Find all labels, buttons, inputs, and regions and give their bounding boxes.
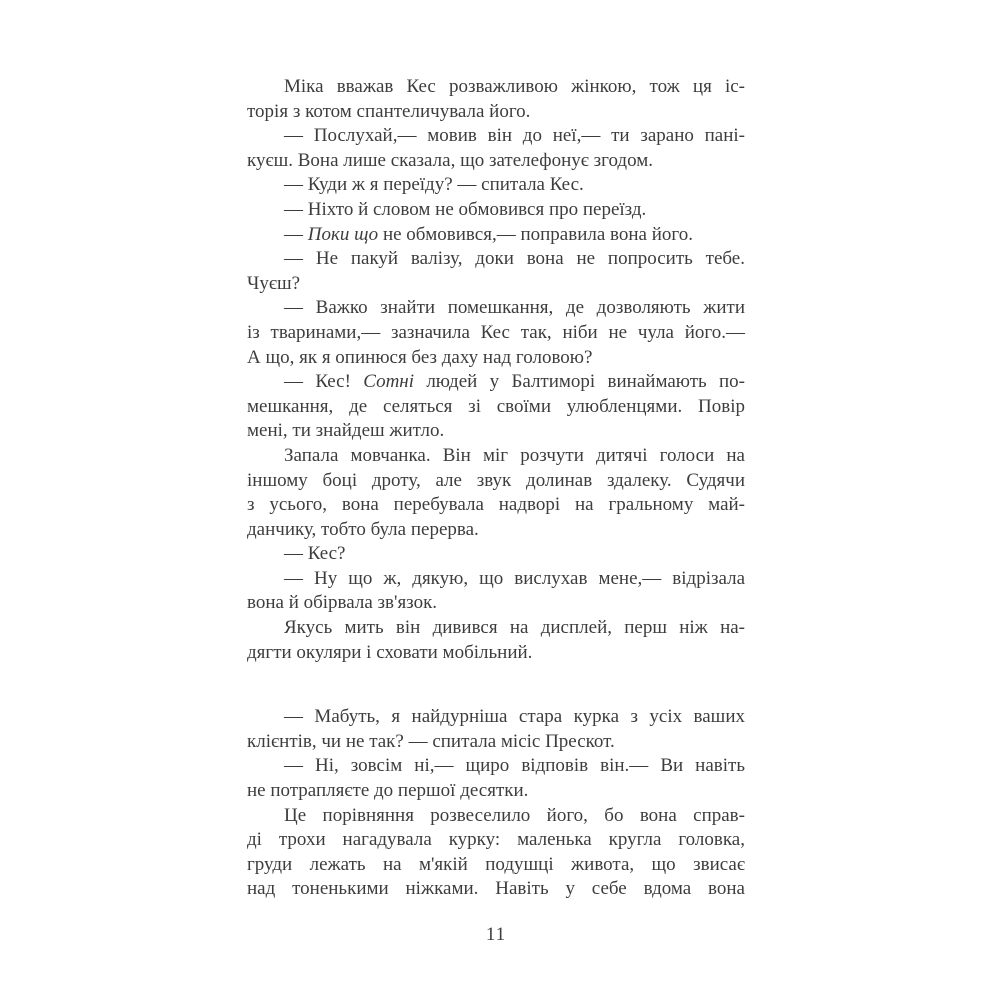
text-line: із тваринами,— зазначила Кес так, ніби не чула його.— [247, 321, 745, 343]
text-line: — Мабуть, я найдурніша стара курка з усіх ваших [284, 706, 745, 728]
text-line: — Поки що не обмовився,— поправила вона його. [284, 223, 693, 245]
text-line: торія з котом спантеличувала його. [247, 100, 531, 122]
text-line: з усього, вона перебувала надворі на гральному май- [247, 494, 745, 516]
text-line: Це порівняння розвеселило його, бо вона справ- [284, 804, 745, 826]
italic-phrase: Поки що [307, 223, 379, 245]
text-line: данчику, тобто була перерва. [247, 518, 479, 540]
text-line: мешкання, де селяться зі своїми улюбленцями. Повір [247, 395, 745, 417]
text-line: — Кес! Сотні людей у Балтиморі винаймають по- [284, 371, 745, 393]
text-line: — Послухай,— мовив він до неї,— ти зарано пані- [284, 125, 745, 147]
text-line: іншому боці дроту, але звук долинав здалеку. Судячи [247, 469, 745, 491]
text-line: ді трохи нагадувала курку: маленька кругла головка, [247, 829, 745, 851]
text-line: — Кес? [284, 543, 346, 565]
text-line: Чуєш? [247, 272, 301, 294]
text-line: — Ні, зовсім ні,— щиро відповів він.— Ви навіть [284, 755, 745, 777]
text-line: — Ну що ж, дякую, що вислухав мене,— відрізала [284, 567, 745, 589]
text-line: куєш. Вона лише сказала, що зателефонує згодом. [247, 149, 654, 171]
book-page [247, 75, 745, 948]
text-line: — Важко знайти помешкання, де дозволяють жити [284, 297, 745, 319]
text-line: А що, як я опинюся без даху над головою? [247, 346, 593, 368]
text-line: — Ніхто й словом не обмовився про переїзд. [284, 198, 647, 220]
paragraph-block-2 [247, 705, 745, 902]
text-line: — Не пакуй валізу, доки вона не попросить тебе. [284, 248, 745, 270]
text-line: Міка вважав Кес розважливою жінкою, тож ця іс- [284, 76, 745, 97]
text-line: клієнтів, чи не так? — спитала місіс Прескот. [247, 730, 615, 752]
text-line: дягти окуляри і сховати мобільний. [247, 641, 533, 663]
text-line: вона й обірвала зв'язок. [247, 592, 438, 614]
page-number: 11 [485, 924, 507, 945]
text-line: Запала мовчанка. Він міг розчути дитячі голоси на [284, 444, 745, 466]
text-line: над тоненькими ніжками. Навіть у себе вдома вона [247, 878, 745, 900]
italic-phrase: Сотні [363, 371, 414, 393]
text-line: груди лежать на м'якій подушці живота, що звисає [247, 853, 745, 875]
text-line: мені, ти знайдеш житло. [247, 420, 445, 442]
text-line: не потрапляєте до першої десятки. [247, 780, 529, 802]
paragraph-block-1 [247, 75, 745, 665]
text-line: Якусь мить він дивився на дисплей, перш ніж на- [284, 617, 745, 639]
text-line: — Куди ж я переїду? — спитала Кес. [284, 174, 584, 196]
